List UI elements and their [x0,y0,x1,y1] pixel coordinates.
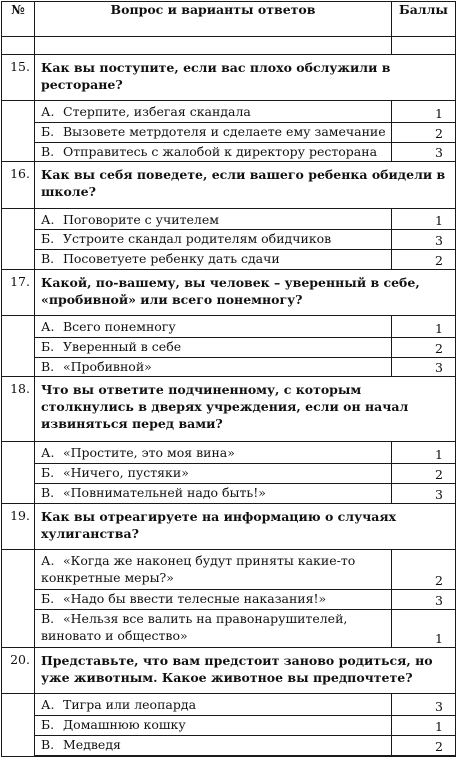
answer-letter: Б. [41,717,55,733]
question-row [2,377,456,442]
answer-letter: В. [41,484,55,500]
number-cell-blank [2,549,35,648]
answer-score: 3 [392,483,456,503]
answer-letter: А. [41,319,55,334]
spacer-row [2,37,456,55]
answer-score: 1 [392,442,456,464]
header-score: Баллы [392,2,456,37]
answer-text-cell [35,736,392,756]
answer-score: 1 [392,609,456,647]
question-text: Как вы отреагируете на информацию о случаях хулиганства? [35,503,456,549]
answer-score: 2 [392,337,456,357]
answer-row [2,337,456,357]
answer-text: Тигра или леопарда [63,697,197,713]
question-row [2,162,456,208]
answer-row [2,464,456,484]
answer-score: 3 [392,357,456,377]
answer-text-cell [35,464,392,484]
number-cell-blank [2,316,35,377]
answer-letter: Б. [41,465,55,481]
number-cell-blank [2,208,35,269]
filler-cell [392,755,456,756]
question-number: 19. [2,503,35,549]
answer-score: 1 [392,716,456,736]
filler-row [2,755,456,756]
answer-row [2,101,456,123]
answer-text-cell [35,250,392,270]
answer-row [2,609,456,647]
answer-text: «Надо бы ввести телесные наказания!» [63,591,327,607]
question-text: Что вы ответите подчиненному, с которым столкнулись в дверях учреждения, если он начал извиняться перед вами? [35,377,456,442]
answer-row [2,142,456,162]
answer-score: 3 [392,230,456,250]
answer-row [2,694,456,716]
answer-row [2,590,456,610]
answer-text-cell [35,694,392,716]
question-number: 15. [2,55,35,101]
answer-row [2,483,456,503]
answer-text-cell [35,483,392,503]
answer-text-cell [35,208,392,230]
question-row [2,503,456,549]
answer-letter: В. [41,737,55,753]
question-text: Как вы поступите, если вас плохо обслужили в ресторане? [35,55,456,101]
answer-text: Уверенный в себе [63,338,182,354]
answer-text: Стерпите, избегая скандала [63,104,251,120]
answer-text-cell [35,609,392,647]
answer-letter: Б. [41,231,55,247]
filler-cell [35,755,392,756]
question-number: 20. [2,648,35,694]
quiz-table [1,1,456,757]
answer-letter: А. [41,697,55,713]
answer-row [2,357,456,377]
question-row [2,269,456,315]
answer-text-cell [35,230,392,250]
answer-score: 1 [392,316,456,338]
answer-row [2,250,456,270]
answer-text: «Ничего, пустяки» [63,465,189,481]
question-text: Какой, по-вашему, вы человек – уверенный в себе, «пробивной» или всего понемногу? [35,269,456,315]
answer-letter: В. [41,358,55,374]
answer-text-cell [35,316,392,338]
answer-text-cell [35,101,392,123]
table-header-row [2,2,456,37]
answer-letter: А. [41,104,55,120]
answer-letter: В. [41,610,55,626]
answer-score: 3 [392,694,456,716]
answer-text-cell [35,123,392,143]
answer-text: Отправитесь с жалобой к директору ресторана [63,143,378,159]
answer-text-cell [35,142,392,162]
number-cell-blank [2,694,35,757]
answer-score: 1 [392,208,456,230]
answer-letter: Б. [41,591,55,607]
answer-score: 2 [392,250,456,270]
answer-text-cell [35,337,392,357]
answer-text-cell [35,590,392,610]
answer-row [2,549,456,590]
answer-letter: А. [41,445,55,461]
question-row [2,55,456,101]
answer-score: 2 [392,736,456,756]
answer-text-cell [35,357,392,377]
question-text: Как вы себя поведете, если вашего ребенка обидели в школе? [35,162,456,208]
answer-letter: Б. [41,338,55,354]
answer-row [2,208,456,230]
answer-text: Устроите скандал родителям обидчиков [63,231,332,247]
answer-text: Всего понемногу [63,319,176,334]
answer-letter: В. [41,251,55,267]
answer-text: «Когда же наконец будут приняты какие-то конкретные меры?» [41,552,356,585]
answer-letter: Б. [41,124,55,139]
answer-score: 2 [392,549,456,590]
number-cell-blank [2,101,35,162]
answer-text: «Нельзя все валить на правонарушителей, виновато и общество» [41,610,348,643]
answer-score: 2 [392,464,456,484]
answer-text: «Простите, это моя вина» [63,445,235,461]
answer-text: Медведя [63,737,121,753]
header-number: № [2,2,35,37]
answer-row [2,736,456,756]
answer-text: Поговорите с учителем [63,211,219,227]
answer-text: Вызовете метрдотеля и сделаете ему замечание [63,124,386,139]
answer-score: 2 [392,123,456,143]
answer-letter: В. [41,143,55,159]
answer-row [2,716,456,736]
header-question: Вопрос и варианты ответов [35,2,392,37]
answer-text-cell [35,549,392,590]
answer-letter: А. [41,211,55,227]
answer-text-cell [35,442,392,464]
answer-text: Посоветуете ребенку дать сдачи [63,251,280,267]
answer-text: «Повнимательней надо быть!» [63,484,266,500]
answer-text: Домашнюю кошку [63,717,186,733]
question-number: 16. [2,162,35,208]
answer-row [2,230,456,250]
answer-row [2,123,456,143]
answer-text-cell [35,716,392,736]
question-row [2,648,456,694]
answer-score: 1 [392,101,456,123]
question-number: 17. [2,269,35,315]
answer-score: 3 [392,142,456,162]
answer-row [2,442,456,464]
number-cell-blank [2,442,35,503]
answer-score: 3 [392,590,456,610]
question-number: 18. [2,377,35,442]
question-text: Представьте, что вам предстоит заново родиться, но уже животным. Какое животное вы предпочтете? [35,648,456,694]
answer-text: «Пробивной» [63,358,152,374]
answer-row [2,316,456,338]
answer-letter: А. [41,552,55,568]
